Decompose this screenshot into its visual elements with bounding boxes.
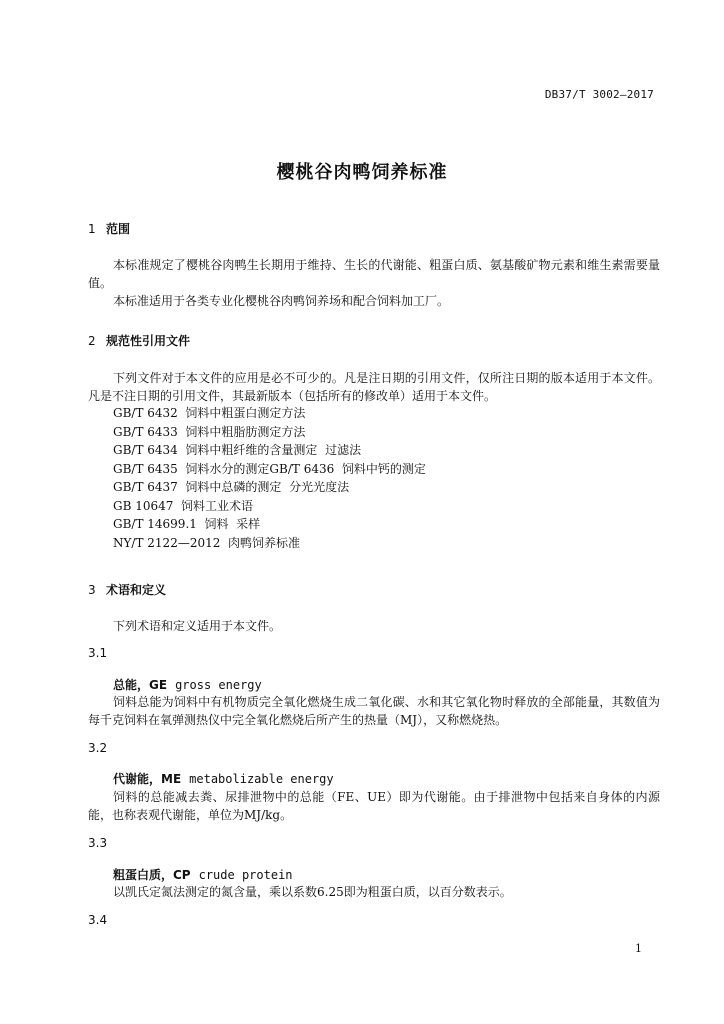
reference-item: GB/T 6435 饲料水分的测定GB/T 6436 饲料中钙的测定 <box>113 461 426 476</box>
clause-number: 3.3 <box>88 836 108 850</box>
term-name: 代谢能，ME <box>113 772 182 786</box>
clause-number: 3.4 <box>88 913 108 927</box>
scope-paragraph-2: 本标准适用于各类专业化樱桃谷肉鸭饲养场和配合饲料加工厂。 <box>113 294 450 308</box>
term-heading <box>113 866 293 883</box>
section-title: 范围 <box>106 222 131 236</box>
term-name: 粗蛋白质，CP <box>113 868 191 882</box>
scope-paragraph-1: 本标准规定了樱桃谷肉鸭生长期用于维持、生长的代谢能、粗蛋白质、氨基酸矿物元素和维生素需要量值。 <box>88 258 660 290</box>
clause-number: 3.1 <box>88 646 108 660</box>
term-heading <box>113 770 334 787</box>
term-english: metabolizable energy <box>189 772 334 786</box>
term-heading <box>113 676 262 693</box>
term-english: gross energy <box>175 678 262 692</box>
section-title: 规范性引用文件 <box>106 334 191 348</box>
reference-item: GB 10647 饲料工业术语 <box>113 498 254 513</box>
clause-number: 3.2 <box>88 741 108 755</box>
document-title: 樱桃谷肉鸭饲养标准 <box>276 162 448 183</box>
reference-item: GB/T 6437 饲料中总磷的测定 分光光度法 <box>113 480 350 494</box>
reference-item: GB/T 6434 饲料中粗纤维的含量测定 过滤法 <box>113 443 362 457</box>
terms-intro: 下列术语和定义适用于本文件。 <box>113 619 282 633</box>
section-1-heading <box>88 220 130 237</box>
page-number: 1 <box>635 942 642 955</box>
section-2-heading <box>88 332 190 349</box>
term-english: crude protein <box>198 868 293 882</box>
term-name: 总能，GE <box>113 678 168 692</box>
section-number: 1 <box>88 222 96 236</box>
term-definition: 饲料的总能减去粪、尿排泄物中的总能（FE、UE）即为代谢能。由于排泄物中包括来自身体的内源能，也称表观代谢能，单位为MJ/kg。 <box>88 790 660 822</box>
section-number: 2 <box>88 334 96 348</box>
references-intro: 下列文件对于本文件的应用是必不可少的。凡是注日期的引用文件，仅所注日期的版本适用于本文件。凡是不注日期的引用文件，其最新版本（包括所有的修改单）适用于本文件。 <box>88 371 660 403</box>
normative-references-list <box>113 404 426 552</box>
reference-item: GB/T 6433 饲料中粗脂肪测定方法 <box>113 424 306 439</box>
reference-item: GB/T 14699.1 饲料 采样 <box>113 517 261 531</box>
section-number: 3 <box>88 583 96 597</box>
reference-item: GB/T 6432 饲料中粗蛋白测定方法 <box>113 406 306 420</box>
term-definition: 以凯氏定氮法测定的氮含量，乘以系数6.25即为粗蛋白质，以百分数表示。 <box>113 885 512 899</box>
term-definition: 饲料总能为饲料中有机物质完全氧化燃烧生成二氧化碳、水和其它氧化物时释放的全部能量，其数值为每千克饲料在氧弹测热仪中完全氧化燃烧后所产生的热量（MJ），又称燃烧热。 <box>88 695 660 727</box>
reference-item: NY/T 2122—2012 肉鸭饲养标准 <box>113 535 300 550</box>
section-3-heading <box>88 581 166 598</box>
section-title: 术语和定义 <box>106 583 167 597</box>
standard-number: DB37/T 3002—2017 <box>544 88 654 101</box>
